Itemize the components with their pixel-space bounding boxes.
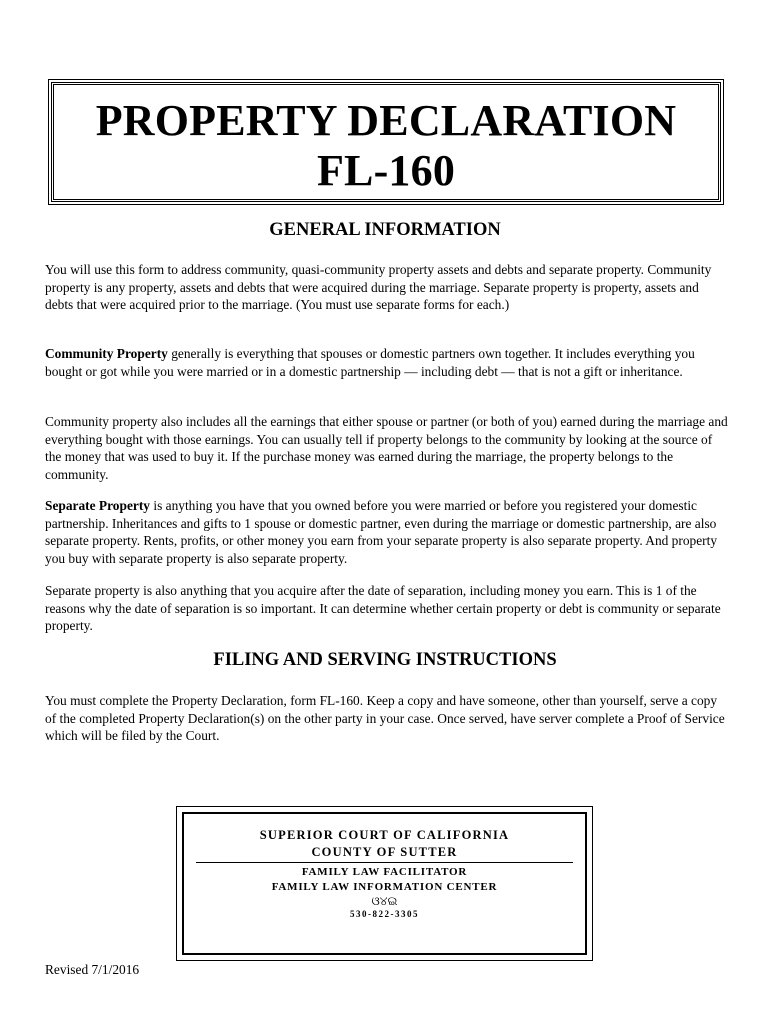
- filing-instructions-paragraph: You must complete the Property Declaration, form FL-160. Keep a copy and have someone, other than yourself, serve a copy of the completed Property Declaration(s) on the other party in your case. Once served, have server complete a Proof of Service which will be filed by the Court.: [45, 693, 725, 744]
- facilitator-line: FAMILY LAW FACILITATOR: [301, 866, 468, 878]
- separate-property-acquired-paragraph: Separate property is also anything that you acquire after the date of separation, including money you earn. This is 1 of the reasons why the date of separation is so important. It can determine whether certain property or debt is community or separate property.: [45, 583, 721, 634]
- community-property-term: Community Property: [45, 346, 168, 361]
- revision-date: Revised 7/1/2016: [45, 962, 140, 977]
- form-number: FL-160: [316, 146, 456, 195]
- community-property-earnings-paragraph: Community property also includes all the earnings that either spouse or partner (or both of you) earned during the marriage and everything bought with those earnings. You can usually tell if property belongs to the community by looking at the source of the money that was used to buy it. If the purchase money was earned during the marriage, the property belongs to the community.: [45, 414, 728, 482]
- community-property-paragraph: [45, 345, 730, 380]
- community-property-definition: generally is everything that spouses or domestic partners own together. It includes everything you bought or got while you were married or in a domestic partnership — including debt — that is not a gift or inheritance.: [45, 346, 695, 379]
- court-contact-inner-border: [182, 812, 587, 955]
- information-center-line: FAMILY LAW INFORMATION CENTER: [271, 881, 498, 893]
- title-box: [51, 82, 721, 202]
- county-name: COUNTY OF SUTTER: [311, 845, 458, 859]
- separate-property-term: Separate Property: [45, 498, 150, 513]
- form-title: PROPERTY DECLARATION: [95, 96, 677, 145]
- intro-paragraph: You will use this form to address community, quasi-community property assets and debts and separate property. Community property is any property, assets and debts that were acquired during the marriage. Separate property is property, assets and debts that were acquired prior to the marriage. (You must use separate forms for each.): [45, 262, 712, 313]
- general-information-heading: GENERAL INFORMATION: [269, 220, 501, 240]
- filing-instructions-heading: FILING AND SERVING INSTRUCTIONS: [213, 650, 557, 670]
- phone-number: 530-822-3305: [350, 909, 419, 919]
- separate-property-paragraph: [45, 497, 730, 567]
- ornament-icon: ଓ୪ଇ: [371, 894, 398, 908]
- court-divider: [196, 862, 573, 863]
- separate-property-definition: is anything you have that you owned before you were married or before you registered your domestic partnership. Inheritances and gifts to 1 spouse or domestic partner, even during the marriage or domestic partnership, are also separate property. Rents, profits, or other money you earn from your separate property is also separate property. And property you buy with separate property is also separate property.: [45, 498, 718, 566]
- court-contact-box: [176, 806, 593, 961]
- court-name: SUPERIOR COURT OF CALIFORNIA: [259, 828, 510, 842]
